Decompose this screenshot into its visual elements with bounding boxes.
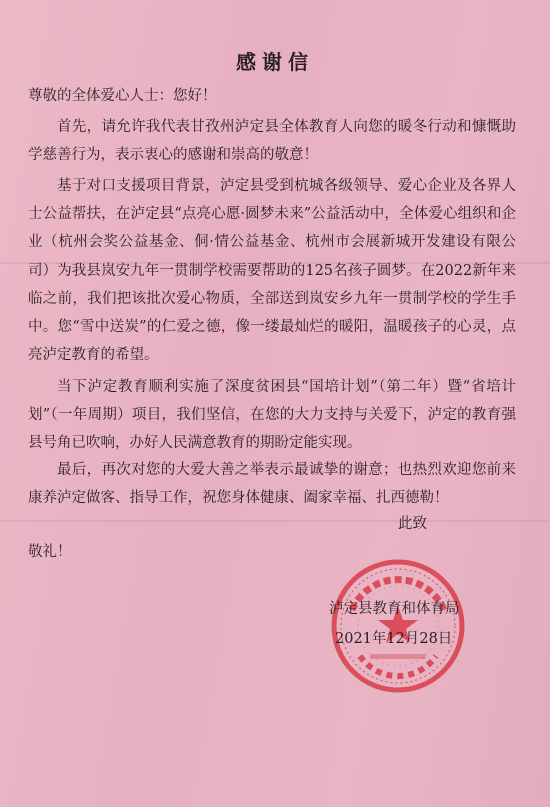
paragraph-3: 当下泸定教育顺利实施了深度贫困县“国培计划”（第二年）暨“省培计划”（一年周期）项目，我们坚信，在您的大力支持与关爱下，泸定的教育强县号角已吹响，办好人民满意教育的期盼定能实现。 xyxy=(28,379,516,452)
issuing-organization: 泸定县教育和体育局 xyxy=(329,601,460,617)
paragraph-4: 最后，再次对您的大爱大善之举表示最诚挚的谢意；也热烈欢迎您前来康养泸定做客、指导工作，祝您身体健康、阖家幸福、扎西德勒！ xyxy=(28,462,516,507)
official-red-seal-icon xyxy=(330,558,466,694)
salutation: 尊敬的全体爱心人士：您好！ xyxy=(28,88,217,104)
letter-date: 2021年12月28日 xyxy=(335,631,453,647)
paragraph-2: 基于对口支援项目背景，泸定县受到杭城各级领导、爱心企业及各界人士公益帮扶，在泸定县“点亮心愿·圆梦未来”公益活动中，全体爱心组织和企业（杭州会奖公益基金、侗·情公益基金、杭州市会展新城开发建设有限公司）为我县岚安九年一贯制学校需要帮助的125名孩子圆梦。在2022新年来临之前，我们把该批次爱心物质，全部送到岚安乡九年一贯制学校的学生手中。您“雪中送炭”的仁爱之德，像一缕最灿烂的暖阳，温暖孩子的心灵，点亮泸定教育的希望。 xyxy=(28,178,516,364)
paper-fold-line xyxy=(0,520,550,522)
letter-title: 感谢信 xyxy=(236,50,314,74)
closing-text: 此致 xyxy=(398,516,427,532)
respect-text: 敬礼！ xyxy=(28,544,72,560)
paragraph-1: 首先，请允许我代表甘孜州泸定县全体教育人向您的暖冬行动和慷慨助学慈善行为，表示衷心的感谢和崇高的敬意！ xyxy=(28,119,516,164)
